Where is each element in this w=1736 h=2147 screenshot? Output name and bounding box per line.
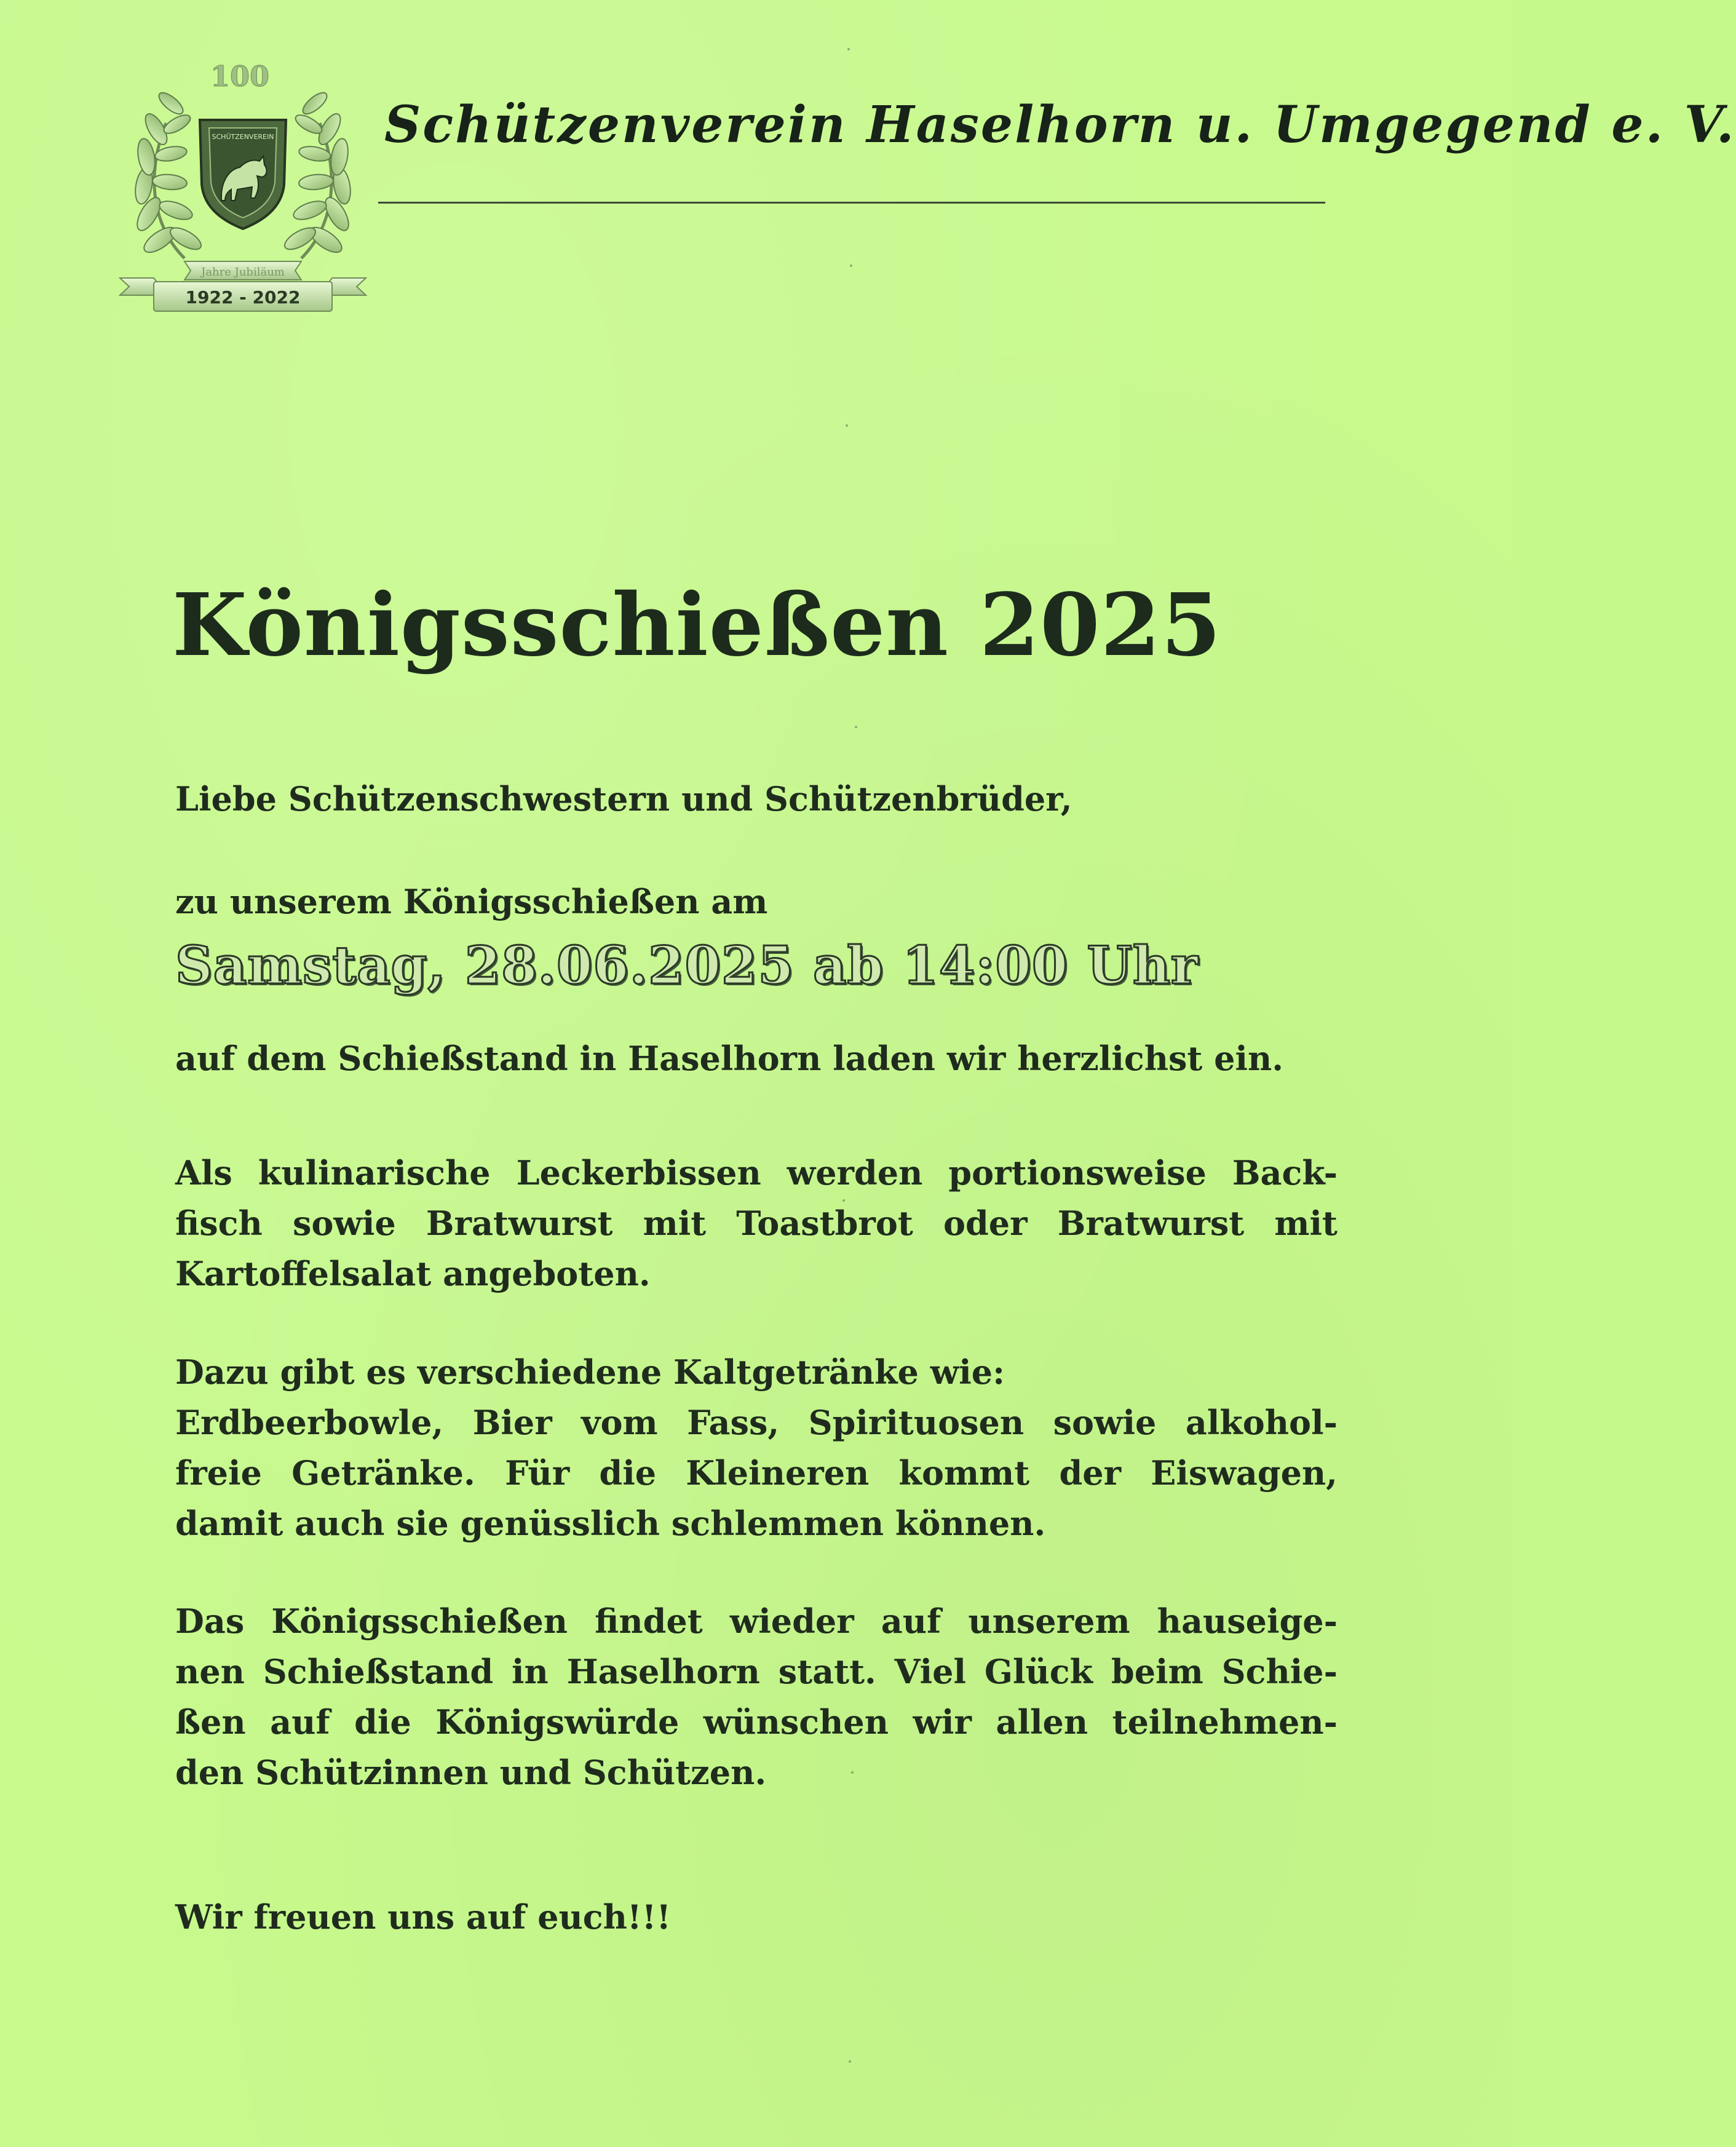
paragraph-line: fisch sowie Bratwurst mit Toastbrot oder Bratwurst mit <box>175 1204 1338 1243</box>
club-name: Schützenverein Haselhorn u. Umgegend e. V. <box>384 95 1736 154</box>
scan-speck <box>846 424 848 427</box>
scan-speck <box>847 48 850 50</box>
event-date: Samstag, 28.06.2025 ab 14:00 Uhr <box>175 935 1199 996</box>
scan-speck <box>855 726 857 728</box>
paragraph-line: damit auch sie genüsslich schlemmen können. <box>175 1504 1046 1543</box>
paragraph-line: Das Königsschießen findet wieder auf unserem hauseige- <box>175 1601 1338 1641</box>
greeting: Liebe Schützenschwestern und Schützenbrüder, <box>175 779 1072 819</box>
paragraph-line: Dazu gibt es verschiedene Kaltgetränke wie: <box>175 1352 1005 1392</box>
page-title: Königsschießen 2025 <box>172 575 1222 676</box>
shield-icon <box>200 120 286 229</box>
invite-intro: zu unserem Königsschießen am <box>175 882 768 921</box>
scan-speck <box>849 2060 851 2063</box>
closing-line: Wir freuen uns auf euch!!! <box>175 1897 672 1937</box>
paragraph-line: den Schützinnen und Schützen. <box>175 1753 767 1792</box>
info-paragraph <box>175 1596 1338 1798</box>
logo-number: 100 <box>210 60 270 93</box>
paragraph-line: ßen auf die Königswürde wünschen wir allen teilnehmen- <box>175 1702 1338 1742</box>
paragraph-line: freie Getränke. Für die Kleineren kommt der Eiswagen, <box>175 1453 1338 1493</box>
scan-speck <box>850 264 852 267</box>
paragraph-line: Als kulinarische Leckerbissen werden portionsweise Back- <box>175 1153 1338 1193</box>
paragraph-line: nen Schießstand in Haselhorn statt. Viel Glück beim Schie- <box>175 1652 1338 1691</box>
svg-text:SCHÜTZENVEREIN: SCHÜTZENVEREIN <box>212 133 274 141</box>
logo-years: 1922 - 2022 <box>185 287 301 308</box>
food-paragraph <box>175 1148 1338 1299</box>
paragraph-line: Erdbeerbowle, Bier vom Fass, Spirituosen sowie alkohol- <box>175 1403 1338 1442</box>
invite-outro: auf dem Schießstand in Haselhorn laden wir herzlichst ein. <box>175 1039 1284 1078</box>
logo-banner-text: Jahre Jubiläum <box>201 266 285 279</box>
club-logo <box>117 55 369 314</box>
paragraph-line: Kartoffelsalat angeboten. <box>175 1254 651 1293</box>
header-divider <box>378 202 1325 204</box>
drinks-paragraph <box>175 1347 1338 1549</box>
